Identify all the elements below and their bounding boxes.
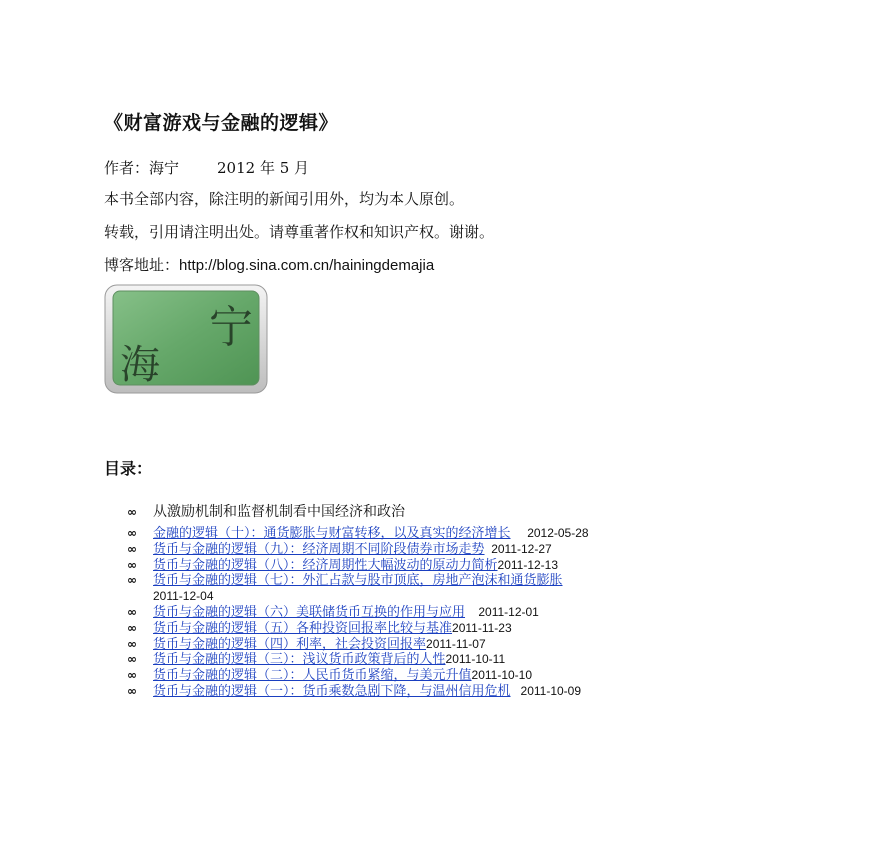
toc-item-link[interactable]: 货币与金融的逻辑（六）美联储货币互换的作用与应用	[153, 604, 466, 620]
toc-item	[127, 684, 847, 700]
toc-item-date: 2011-11-07	[426, 636, 486, 651]
toc-item-link[interactable]: 货币与金融的逻辑（五）各种投资回报率比较与基准	[153, 620, 453, 636]
publish-date: 2012 年 5 月	[217, 159, 310, 177]
toc-item	[127, 573, 847, 605]
toc-item-date: 2011-10-10	[471, 668, 533, 683]
repost-note: 转载，引用请注明出处。请尊重著作权和知识产权。谢谢。	[104, 223, 495, 241]
bullet-icon: ∞	[127, 573, 137, 588]
toc-item	[127, 605, 847, 621]
toc-item-link[interactable]: 货币与金融的逻辑（二）：人民币货币紧缩，与美元升值	[153, 668, 472, 684]
toc-item-date: 2011-12-01	[478, 604, 539, 619]
author-label: 作者：海宁	[104, 159, 180, 177]
logo-char-top: 宁	[209, 302, 253, 353]
toc-item-date: 2011-11-23	[452, 620, 512, 635]
toc-item-link[interactable]: 货币与金融的逻辑（一）：货币乘数急剧下降，与温州信用危机	[153, 683, 511, 699]
toc-item-link[interactable]: 货币与金融的逻辑（九）：经济周期不同阶段债券市场走势	[153, 541, 485, 557]
bullet-icon: ∞	[127, 557, 137, 572]
toc-item	[127, 558, 847, 574]
logo-char-bottom: 海	[120, 342, 160, 388]
toc-list	[127, 526, 847, 700]
toc-item-link[interactable]: 货币与金融的逻辑（八）：经济周期性大幅波动的原动力简析	[153, 557, 498, 573]
toc-item-link[interactable]: 金融的逻辑（十）：通货膨胀与财富转移，以及真实的经济增长	[153, 526, 511, 541]
toc-item-date: 2012-05-28	[527, 526, 589, 540]
bullet-icon: ∞	[127, 604, 137, 619]
author-logo-icon	[104, 284, 268, 394]
toc-item	[127, 652, 847, 668]
blog-label: 博客地址：	[104, 256, 180, 274]
toc-item	[127, 621, 847, 637]
bullet-icon: ∞	[127, 505, 137, 519]
bullet-icon: ∞	[127, 683, 137, 698]
toc-item-link[interactable]: 货币与金融的逻辑（三）：浅议货币政策背后的人性	[153, 652, 446, 668]
toc-item-date: 2011-10-11	[445, 652, 506, 667]
toc-item	[127, 637, 847, 653]
toc-item-date: 2011-10-09	[520, 683, 582, 698]
toc-first-item	[127, 501, 405, 521]
toc-item	[127, 526, 847, 542]
blog-line	[104, 254, 434, 275]
toc-heading: 目录：	[104, 459, 153, 478]
toc-item	[127, 668, 847, 684]
book-title: 《财富游戏与金融的逻辑》	[104, 112, 339, 134]
toc-first-item-title: 从激励机制和监督机制看中国经济和政治	[153, 504, 405, 520]
bullet-icon: ∞	[127, 652, 137, 667]
bullet-icon: ∞	[127, 668, 137, 683]
toc-item-link[interactable]: 货币与金融的逻辑（七）：外汇占款与股市顶底，房地产泡沫和通货膨胀	[153, 573, 563, 589]
bullet-icon: ∞	[127, 541, 137, 556]
blog-url: http://blog.sina.com.cn/hainingdemajia	[179, 257, 435, 274]
toc-item	[127, 542, 847, 558]
bullet-icon: ∞	[127, 526, 137, 540]
toc-item-date: 2011-12-04	[153, 589, 214, 604]
original-note: 本书全部内容，除注明的新闻引用外，均为本人原创。	[104, 190, 465, 208]
bullet-icon: ∞	[127, 620, 137, 635]
toc-item-date: 2011-12-13	[497, 557, 559, 572]
toc-item-date: 2011-12-27	[491, 541, 552, 556]
bullet-icon: ∞	[127, 636, 137, 651]
author-line	[104, 157, 309, 178]
toc-item-link[interactable]: 货币与金融的逻辑（四）利率，社会投资回报率	[153, 636, 427, 652]
